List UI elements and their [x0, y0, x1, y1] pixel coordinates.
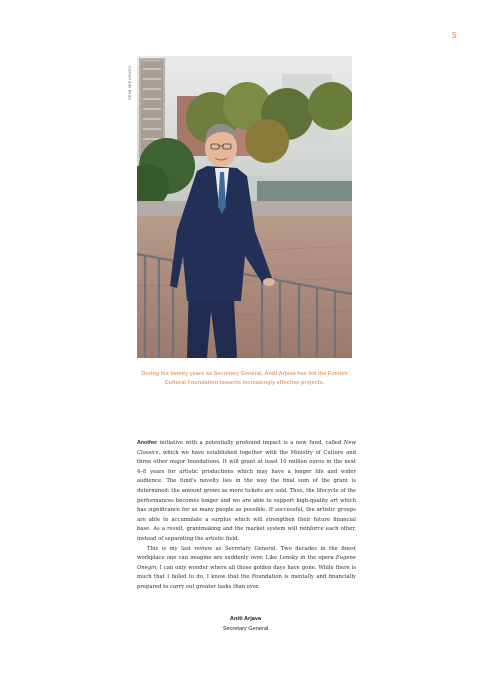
- lead-word: Another: [137, 440, 158, 446]
- fund-name: New Classics: [137, 440, 356, 456]
- signature-name: Antti Arjava: [229, 616, 262, 622]
- portrait-photo: [137, 56, 352, 358]
- paragraph-text: This is my last review as Secretary General. Two decades in the finest workplace one can imagine are suddenly over. Like Lensky in the opera: [137, 545, 356, 562]
- photo-caption: During his twenty years as Secretary General, Antti Arjava has led the Finnish Cultural Foundation towards increasingly effective projects.: [141, 371, 348, 386]
- paragraph-new-classics: [137, 439, 356, 545]
- paragraph-text: initiative with a potentially profound impact is a new fund, called: [157, 440, 344, 446]
- body-text: [137, 439, 356, 593]
- paragraph-text: , I can only wonder where all those golden days have gone. While there is much that I failed to do, I know that the Foundation is mentally and financially prepared to carry out greater tasks than ever.: [137, 564, 356, 590]
- signature-title: Secretary General: [222, 626, 269, 632]
- opera-title: Eugene Onegin: [137, 555, 356, 571]
- paragraph-text: , which we have established together with the Ministry of Culture and three other major foundations. It will grant at least 10 million euros in the next 4–8 years for artistic productions which may have a longer life and wider audience. The fund's novelty lies in the way the final sum of the grant is determined: the amount grows as more tickets are sold. Thus, the lifecycle of the performances becomes longer and we are able to support high-quality art which has significance for as many people as possible. If successful, the artistic groups are able to accumulate a surplus which will strengthen their future financial base. As a result, grantmaking and the market system will reinforce each other, instead of separating the artistic field.: [137, 449, 356, 542]
- page-number: 5: [452, 31, 457, 40]
- photo-credit: SEIM MIELONEN: [127, 65, 132, 100]
- portrait-illustration: [137, 56, 352, 358]
- paragraph-last-review: [137, 545, 356, 593]
